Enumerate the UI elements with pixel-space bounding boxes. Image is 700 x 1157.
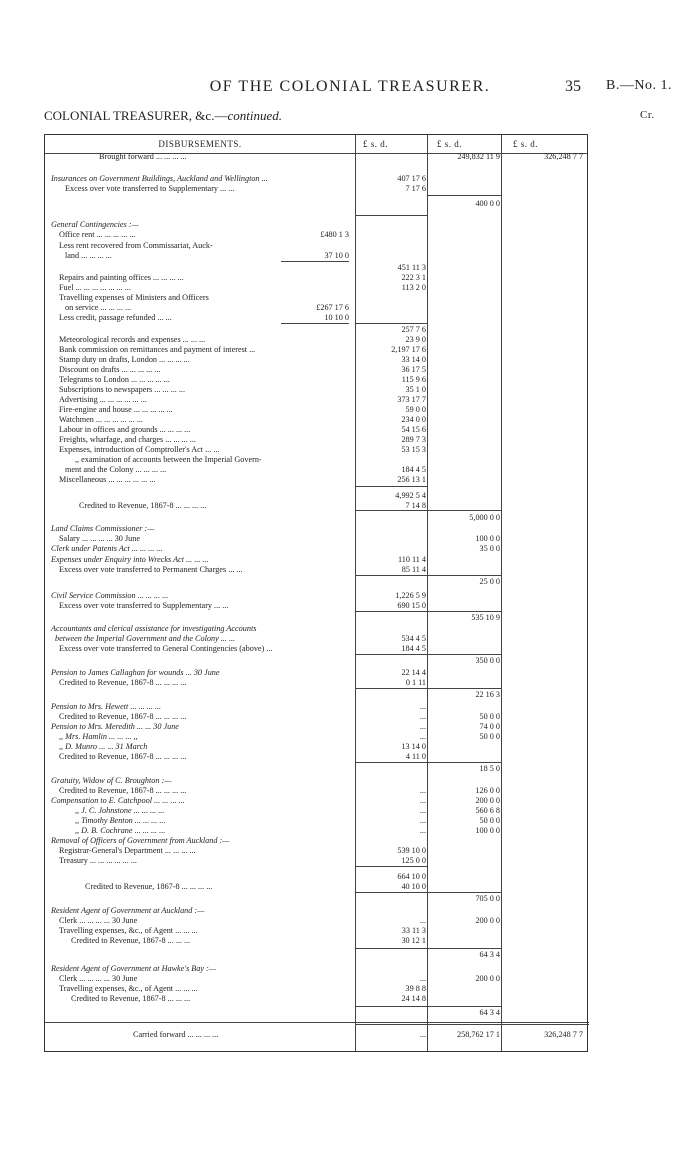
row-description: Watchmen ... ... ... ... ... ...: [59, 415, 143, 424]
table-row: [45, 712, 589, 722]
row-description: Credited to Revenue, 1867-8 ... ... ... ...: [59, 712, 187, 721]
sum-rule: [356, 654, 501, 655]
credit-side-label: Cr.: [640, 109, 655, 121]
row-amount-1: 35 1 0: [405, 385, 426, 394]
sum-rule: [356, 688, 501, 689]
row-description: Pension to James Callaghan for wounds ... 30 June: [51, 668, 220, 677]
table-row: [45, 445, 589, 455]
row-amount-1: 36 17 5: [401, 365, 426, 374]
row-description: Expenses under Enquiry into Wrecks Act ... ... ...: [51, 555, 209, 564]
row-description: Pension to Mrs. Hewett ... ... ... ...: [51, 702, 162, 711]
table-row: [45, 455, 589, 465]
row-description: Excess over vote transferred to Supplementary ... ...: [65, 184, 235, 193]
row-description: land ... ... ... ...: [65, 251, 112, 260]
row-amount-2: 535 10 9: [471, 613, 500, 622]
table-row: [45, 425, 589, 435]
table-row: [45, 816, 589, 826]
row-description: Insurances on Government Buildings, Auckland and Wellington ...: [51, 174, 268, 183]
row-description: Office rent ... ... ... ... ...: [59, 230, 136, 239]
table-row: [45, 634, 589, 644]
row-amount-1: 664 10 0: [397, 872, 426, 881]
table-row: [45, 786, 589, 796]
sum-rule: [45, 1022, 589, 1023]
sum-rule: [356, 215, 427, 216]
row-description: Travelling expenses of Ministers and Officers: [59, 293, 209, 302]
row-description: Meteorological records and expenses ... ... ...: [59, 335, 206, 344]
table-row: [45, 405, 589, 415]
row-description: Clerk ... ... ... ... 30 June: [59, 916, 138, 925]
row-description: Expenses, introduction of Comptroller's Act ... ...: [59, 445, 220, 454]
row-description: Salary ... ... ... ... 30 June: [59, 534, 140, 543]
table-row: [45, 764, 589, 774]
table-row: [45, 534, 589, 544]
row-amount-1: ...: [419, 786, 426, 795]
table-row: [45, 313, 589, 323]
row-description: Clerk ... ... ... ... 30 June: [59, 974, 138, 983]
row-description: Credited to Revenue, 1867-8 ... ... ... ...: [59, 752, 187, 761]
row-amount-1: 30 12 1: [401, 936, 426, 945]
table-row: [45, 435, 589, 445]
row-amount-1: 54 15 6: [401, 425, 426, 434]
table-row: [45, 601, 589, 611]
table-row: [45, 984, 589, 994]
row-amount-1: 1,226 5 9: [395, 591, 426, 600]
row-amount-2: 50 0 0: [479, 816, 500, 825]
sum-rule: [356, 486, 427, 487]
row-amount-1: 184 4 5: [401, 465, 426, 474]
table-row: [45, 241, 589, 251]
row-description: Credited to Revenue, 1867-8 ... ... ... ...: [59, 786, 187, 795]
column-header-disbursements: DISBURSEMENTS.: [158, 139, 242, 149]
row-description: Excess over vote transferred to Supplementary ... ...: [59, 601, 229, 610]
table-row: [45, 263, 589, 273]
row-subamount: £480 1 3: [320, 230, 349, 239]
table-row: [45, 184, 589, 194]
row-description: Land Claims Commissioner :—: [51, 524, 155, 533]
table-row: [45, 555, 589, 565]
row-description: Registrar-General's Department ... ... ... ...: [59, 846, 196, 855]
table-row: [45, 906, 589, 916]
row-description: Compensation to E. Catchpool ... ... ... ...: [51, 796, 185, 805]
row-description: Brought forward ... ... ... ...: [99, 152, 187, 161]
sum-rule: [356, 892, 501, 893]
table-row: [45, 577, 589, 587]
row-description: ,, Timothy Benton ... ... ... ...: [75, 816, 166, 825]
table-row: [45, 806, 589, 816]
row-amount-1: 534 4 5: [401, 634, 426, 643]
row-amount-2: 200 0 0: [475, 974, 500, 983]
row-amount-1: 85 11 4: [401, 565, 426, 574]
row-amount-1: 7 14 8: [405, 501, 426, 510]
row-description: ,, examination of accounts between the Imperial Govern-: [75, 455, 262, 464]
row-amount-2: 18 5 0: [479, 764, 500, 773]
table-row: [45, 365, 589, 375]
row-description: Resident Agent of Government at Hawke's Bay :—: [51, 964, 217, 973]
table-row: [45, 856, 589, 866]
row-subamount: 10 10 0: [324, 313, 349, 322]
table-row: [45, 644, 589, 654]
table-row: [45, 544, 589, 554]
row-subamount: £267 17 6: [316, 303, 349, 312]
row-amount-1: 40 10 0: [401, 882, 426, 891]
table-row: [45, 591, 589, 601]
row-amount-2: 50 0 0: [479, 732, 500, 741]
table-row: [45, 345, 589, 355]
row-amount-1: 110 11 4: [397, 555, 426, 564]
row-amount-2: 200 0 0: [475, 916, 500, 925]
column-header-amount-2: £ s. d.: [437, 139, 463, 149]
row-amount-1: ...: [419, 806, 426, 815]
row-amount-1: ...: [419, 712, 426, 721]
row-amount-2: 400 0 0: [475, 199, 500, 208]
table-row: [45, 230, 589, 240]
sum-rule: [356, 948, 501, 949]
row-description: Travelling expenses, &c., of Agent ... ... ...: [59, 984, 198, 993]
row-amount-1: 256 13 1: [397, 475, 426, 484]
row-description: Advertising ... ... ... ... ... ...: [59, 395, 147, 404]
table-row: [45, 613, 589, 623]
table-row: [45, 752, 589, 762]
table-row: [45, 220, 589, 230]
row-amount-2: 705 0 0: [475, 894, 500, 903]
row-amount-1: 0 1 11: [405, 678, 426, 687]
table-row: [45, 325, 589, 335]
table-row: [45, 293, 589, 303]
table-row: [45, 894, 589, 904]
row-amount-1: 407 17 6: [397, 174, 426, 183]
row-amount-2: 25 0 0: [479, 577, 500, 586]
table-row: [45, 950, 589, 960]
row-amount-2: 50 0 0: [479, 712, 500, 721]
row-description: Treasury ... ... ... ... ... ...: [59, 856, 137, 865]
row-amount-2: 100 0 0: [475, 826, 500, 835]
table-row: [45, 964, 589, 974]
table-row: [45, 152, 589, 162]
table-row: [45, 465, 589, 475]
row-description: Pension to Mrs. Meredith ... ... 30 June: [51, 722, 179, 731]
table-row: [45, 836, 589, 846]
row-amount-1: 7 17 6: [405, 184, 426, 193]
row-description: Discount on drafts ... ... ... ... ...: [59, 365, 161, 374]
table-row: [45, 355, 589, 365]
row-description: ,, D. Munro ... ... 31 March: [59, 742, 148, 751]
table-row: [45, 926, 589, 936]
row-amount-1: ...: [419, 1030, 426, 1039]
row-description: ,, J. C. Johnstone ... ... ... ...: [75, 806, 165, 815]
row-amount-2: 64 3 4: [479, 1008, 500, 1017]
row-amount-1: 53 15 3: [401, 445, 426, 454]
table-row: [45, 565, 589, 575]
row-amount-2: 100 0 0: [475, 534, 500, 543]
row-amount-2: 126 0 0: [475, 786, 500, 795]
row-description: Accountants and clerical assistance for investigating Accounts: [51, 624, 257, 633]
table-row: [45, 251, 589, 261]
row-description: Credited to Revenue, 1867-8 ... ... ... ...: [79, 501, 207, 510]
row-amount-1: 451 11 3: [397, 263, 426, 272]
row-amount-1: 222 3 1: [401, 273, 426, 282]
row-description: General Contingencies :—: [51, 220, 139, 229]
table-row: [45, 475, 589, 485]
table-row: [45, 846, 589, 856]
row-subamount: 37 10 0: [324, 251, 349, 260]
row-description: Less rent recovered from Commissariat, Auck-: [59, 241, 213, 250]
row-description: ,, Mrs. Hamlin ... ... ... ,,: [59, 732, 138, 741]
row-amount-2: 74 0 0: [479, 722, 500, 731]
row-description: Civil Service Commission ... ... ... ...: [51, 591, 169, 600]
row-amount-1: 539 10 0: [397, 846, 426, 855]
row-amount-1: 33 11 3: [401, 926, 426, 935]
table-row: [45, 776, 589, 786]
table-row: [45, 335, 589, 345]
row-amount-1: 22 14 4: [401, 668, 426, 677]
sum-rule: [356, 866, 427, 867]
row-description: Bank commission on remittances and payment of interest ...: [59, 345, 256, 354]
disbursements-table: [44, 134, 588, 1052]
row-amount-1: ...: [419, 916, 426, 925]
row-amount-1: 115 9 6: [401, 375, 426, 384]
sum-rule: [356, 1024, 589, 1025]
sum-rule: [356, 323, 427, 324]
row-description: ,, D. B. Cochrane ... ... ... ...: [75, 826, 166, 835]
row-description: ment and the Colony ... ... ... ...: [65, 465, 167, 474]
row-description: Clerk under Patents Act ... ... ... ...: [51, 544, 163, 553]
row-description: Carried forward ... ... ... ...: [133, 1030, 219, 1039]
row-amount-1: ...: [419, 732, 426, 741]
row-description: Labour in offices and grounds ... ... ... ...: [59, 425, 191, 434]
row-description: Credited to Revenue, 1867-8 ... ... ... ...: [59, 678, 187, 687]
page-number: 35: [565, 78, 581, 95]
row-description: Credited to Revenue, 1867-8 ... ... ... ...: [85, 882, 213, 891]
row-amount-1: 39 8 8: [405, 984, 426, 993]
row-description: Less credit, passage refunded ... ...: [59, 313, 172, 322]
row-description: Telegrams to London ... ... ... ... ...: [59, 375, 170, 384]
table-row: [45, 826, 589, 836]
table-row: [45, 385, 589, 395]
table-row: [45, 872, 589, 882]
document-number: B.—No. 1.: [606, 78, 672, 93]
row-description: Resident Agent of Government at Auckland :—: [51, 906, 205, 915]
row-amount-1: 4,992 5 4: [395, 491, 426, 500]
row-description: Excess over vote transferred to General Contingencies (above) ...: [59, 644, 273, 653]
sum-rule: [428, 195, 501, 196]
column-header-amount-3: £ s. d.: [513, 139, 539, 149]
sum-rule: [356, 1006, 501, 1007]
row-description: Fuel ... ... ... ... ... ... ...: [59, 283, 131, 292]
table-row: [45, 882, 589, 892]
row-amount-2: 560 6 8: [475, 806, 500, 815]
row-amount-1: ...: [419, 974, 426, 983]
table-row: [45, 994, 589, 1004]
row-description: Travelling expenses, &c., of Agent ... ... ...: [59, 926, 198, 935]
column-header-amount-1: £ s. d.: [363, 139, 389, 149]
table-row: [45, 916, 589, 926]
sum-rule: [356, 575, 501, 576]
row-amount-1: 690 15 0: [397, 601, 426, 610]
table-row: [45, 501, 589, 511]
row-amount-1: 373 17 7: [397, 395, 426, 404]
row-amount-2: 258,762 17 1: [457, 1030, 500, 1039]
row-amount-3: 326,248 7 7: [544, 1030, 583, 1039]
table-row: [45, 702, 589, 712]
row-description: Credited to Revenue, 1867-8 ... ... ...: [71, 936, 191, 945]
table-row: [45, 174, 589, 184]
row-amount-1: 113 2 0: [401, 283, 426, 292]
sum-rule: [356, 762, 501, 763]
row-description: Repairs and painting offices ... ... ... ...: [59, 273, 184, 282]
section-continued: continued.: [227, 108, 282, 123]
row-description: on service ... ... ... ...: [65, 303, 132, 312]
sum-rule: [356, 611, 501, 612]
row-amount-1: 59 0 0: [405, 405, 426, 414]
row-amount-1: 24 14 8: [401, 994, 426, 1003]
row-amount-1: 2,197 17 6: [391, 345, 426, 354]
table-row: [45, 732, 589, 742]
table-row: [45, 678, 589, 688]
table-row: [45, 742, 589, 752]
row-amount-2: 200 0 0: [475, 796, 500, 805]
row-amount-1: ...: [419, 816, 426, 825]
table-row: [45, 974, 589, 984]
table-row: [45, 283, 589, 293]
table-row: [45, 273, 589, 283]
table-row: [45, 656, 589, 666]
section-heading: [44, 108, 282, 124]
row-amount-2: 22 16 3: [475, 690, 500, 699]
row-amount-1: 125 0 0: [401, 856, 426, 865]
row-description: Credited to Revenue, 1867-8 ... ... ...: [71, 994, 191, 1003]
section-title: COLONIAL TREASURER, &c.—: [44, 108, 228, 123]
row-amount-1: ...: [419, 826, 426, 835]
row-amount-2: 35 0 0: [479, 544, 500, 553]
table-row: [45, 415, 589, 425]
row-amount-1: 289 7 3: [401, 435, 426, 444]
table-row: [45, 375, 589, 385]
row-amount-1: 33 14 0: [401, 355, 426, 364]
table-row: [45, 491, 589, 501]
table-row: [45, 199, 589, 209]
table-row: [45, 690, 589, 700]
row-amount-2: 249,832 11 9: [457, 152, 500, 161]
table-row: [45, 936, 589, 946]
table-row: [45, 513, 589, 523]
row-amount-2: 5,000 0 0: [469, 513, 500, 522]
table-row: [45, 668, 589, 678]
row-description: Fire-engine and house ... ... ... ... ...: [59, 405, 173, 414]
row-description: Stamp duty on drafts, London ... ... ... ...: [59, 355, 190, 364]
row-description: Excess over vote transferred to Permanent Charges ... ...: [59, 565, 243, 574]
row-description: Miscellaneous ... ... ... ... ... ...: [59, 475, 156, 484]
row-amount-2: 350 0 0: [475, 656, 500, 665]
row-description: Removal of Officers of Government from Auckland :—: [51, 836, 230, 845]
row-description: Subscriptions to newspapers ... ... ... ...: [59, 385, 185, 394]
sum-rule: [281, 323, 349, 324]
row-amount-1: 23 9 0: [405, 335, 426, 344]
row-amount-1: ...: [419, 796, 426, 805]
row-description: Gratuity, Widow of C. Broughton :—: [51, 776, 172, 785]
table-row: [45, 796, 589, 806]
row-amount-1: 4 11 0: [405, 752, 426, 761]
table-row: [45, 722, 589, 732]
row-amount-3: 326,248 7 7: [544, 152, 583, 161]
row-amount-1: ...: [419, 702, 426, 711]
page-title: OF THE COLONIAL TREASURER.: [209, 78, 491, 95]
row-description: between the Imperial Government and the Colony ... ...: [55, 634, 236, 643]
sum-rule: [281, 261, 349, 262]
table-row: [45, 395, 589, 405]
table-row: [45, 1030, 589, 1040]
row-amount-1: 234 0 0: [401, 415, 426, 424]
table-row: [45, 524, 589, 534]
table-row: [45, 303, 589, 313]
table-row: [45, 1008, 589, 1018]
sum-rule: [356, 510, 501, 511]
table-row: [45, 624, 589, 634]
row-amount-2: 64 3 4: [479, 950, 500, 959]
row-amount-1: ...: [419, 722, 426, 731]
row-amount-1: 257 7 6: [401, 325, 426, 334]
row-amount-1: 13 14 0: [401, 742, 426, 751]
row-description: Freights, wharfage, and charges ... ... ... ...: [59, 435, 196, 444]
row-amount-1: 184 4 5: [401, 644, 426, 653]
